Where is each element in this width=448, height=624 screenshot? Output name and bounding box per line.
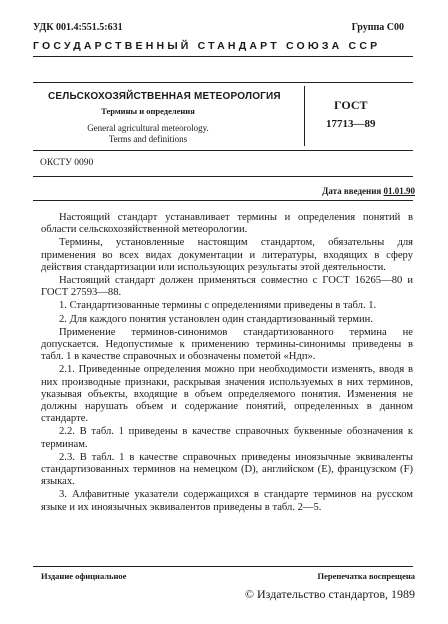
paragraph: 2.3. В табл. 1 в качестве справочных приведены иноязычные эквиваленты стандартизованных терминов на немецком (D), английском (E), французском (F) языках. (41, 451, 413, 488)
english-title-line-1: General agricultural meteorology. (87, 123, 209, 133)
document-title: СЕЛЬСКОХОЗЯЙСТВЕННАЯ МЕТЕОРОЛОГИЯ (48, 91, 281, 102)
official-edition: Издание официальное (41, 571, 127, 581)
paragraph: Применение терминов-синонимов стандартизованного термина не допускается. Недопустимые к применению термины-синонимы приведены в табл. 1 в качестве справочных и обозначены пометой «Ндп». (41, 326, 413, 363)
reprint-notice: Перепечатка воспрещена (317, 571, 415, 581)
group-code: Группа С00 (351, 22, 404, 33)
paragraph: Термины, установленные настоящим стандартом, обязательны для применения во всех видах документации и литературы, входящих в сферу действия стандартизации или использующих результаты этой деятельности. (41, 237, 413, 273)
paragraph: 1. Стандартизованные термины с определениями приведены в табл. 1. (59, 300, 377, 312)
intro-date-value: 01.01.90 (383, 186, 415, 196)
title-bottom-rule (33, 150, 413, 151)
title-top-rule (33, 82, 413, 83)
publisher-copyright: © Издательство стандартов, 1989 (244, 587, 415, 601)
paragraph: 2. Для каждого понятия установлен один стандартизованный термин. (59, 313, 373, 325)
udk-code: УДК 001.4:551.5:631 (33, 22, 123, 33)
paragraph: 3. Алфавитные указатели содержащихся в стандарте терминов на русском языке и их иноязычных эквивалентов приведены в табл. 2—5. (41, 489, 413, 513)
footer-rule (33, 566, 413, 567)
document-subtitle: Термины и определения (101, 106, 195, 116)
gost-label: ГОСТ (334, 98, 368, 112)
intro-date (322, 186, 415, 196)
english-title-line-2: Terms and definitions (108, 134, 188, 144)
paragraph: 2.2. В табл. 1 приведены в качестве справочных буквенные обозначения к терминам. (41, 426, 413, 450)
paragraph: 2.1. Приведенные определения можно при необходимости изменять, вводя в них производные признаки, раскрывая значения используемых в них терминов, указывая объекты, входящие в объем определяемого понятия. Изменения не должны нарушать объем и содержание понятий, определенных в данном стандарте. (41, 364, 413, 425)
document-body (41, 212, 413, 515)
paragraph: Настоящий стандарт устанавливает термины и определения понятий в области сельскохозяйственной метеорологии. (41, 212, 413, 236)
okstu-code: ОКСТУ 0090 (40, 158, 94, 168)
date-rule (33, 200, 413, 201)
okstu-rule (33, 176, 413, 177)
title-divider (304, 86, 305, 146)
paragraph: Настоящий стандарт должен применяться совместно с ГОСТ 16265—80 и ГОСТ 27593—88. (41, 275, 413, 299)
gost-number: 17713—89 (326, 118, 376, 130)
agency-heading: ГОСУДАРСТВЕННЫЙ СТАНДАРТ СОЮЗА ССР (33, 40, 381, 52)
header-rule (33, 56, 413, 57)
english-title (48, 123, 248, 145)
intro-date-label: Дата введения (322, 186, 382, 196)
